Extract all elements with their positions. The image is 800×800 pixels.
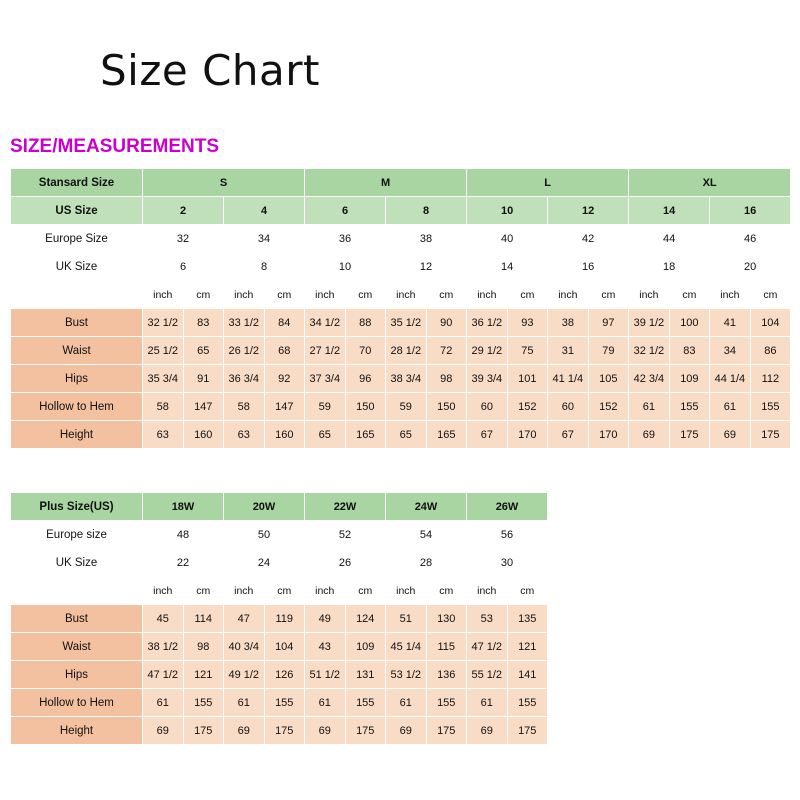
table-row <box>11 393 791 421</box>
row-label: Hollow to Hem <box>11 393 143 421</box>
table-cell: 61 <box>386 689 427 717</box>
empty-area <box>548 521 791 549</box>
table-cell: inch <box>710 281 751 309</box>
table-cell: 135 <box>507 605 548 633</box>
table-cell: XL <box>629 169 791 197</box>
table-cell: cm <box>264 281 305 309</box>
table-row <box>11 281 791 309</box>
table-cell: 47 <box>224 605 265 633</box>
table-cell: 61 <box>710 393 751 421</box>
table-cell: 175 <box>426 717 467 745</box>
table-cell: 97 <box>588 309 629 337</box>
table-cell: 155 <box>264 689 305 717</box>
table-cell: inch <box>467 577 508 605</box>
row-label: Bust <box>11 309 143 337</box>
row-label: Bust <box>11 605 143 633</box>
table-cell: 34 1/2 <box>305 309 346 337</box>
table-cell: 88 <box>345 309 386 337</box>
table-cell: 104 <box>264 633 305 661</box>
table-cell: 49 1/2 <box>224 661 265 689</box>
table-cell: cm <box>507 281 548 309</box>
table-cell: 42 3/4 <box>629 365 670 393</box>
table-row <box>11 253 791 281</box>
table-cell: cm <box>183 577 224 605</box>
table-cell: 4 <box>224 197 305 225</box>
table-cell: inch <box>305 281 346 309</box>
standard-size-table-body <box>11 169 791 449</box>
table-cell: 12 <box>386 253 467 281</box>
table-cell: 38 3/4 <box>386 365 427 393</box>
table-cell: 12 <box>548 197 629 225</box>
empty-area <box>548 549 791 577</box>
table-cell: 175 <box>750 421 791 449</box>
table-row <box>11 521 791 549</box>
row-label: Europe Size <box>11 225 143 253</box>
table-cell: 8 <box>224 253 305 281</box>
table-cell: cm <box>507 577 548 605</box>
table-cell: 6 <box>143 253 224 281</box>
table-cell: 28 1/2 <box>386 337 427 365</box>
table-cell: 58 <box>224 393 265 421</box>
table-cell: 175 <box>183 717 224 745</box>
table-cell: inch <box>224 281 265 309</box>
table-row <box>11 577 791 605</box>
table-cell: 69 <box>710 421 751 449</box>
table-cell: 109 <box>345 633 386 661</box>
table-row <box>11 337 791 365</box>
table-cell: 24 <box>224 549 305 577</box>
table-row <box>11 169 791 197</box>
table-cell: 41 <box>710 309 751 337</box>
table-cell: 160 <box>264 421 305 449</box>
table-cell: 24W <box>386 493 467 521</box>
table-cell: 10 <box>305 253 386 281</box>
row-label: Hips <box>11 661 143 689</box>
table-cell: 14 <box>629 197 710 225</box>
table-cell: 16 <box>548 253 629 281</box>
table-cell: 124 <box>345 605 386 633</box>
table-cell: 109 <box>669 365 710 393</box>
table-cell: 98 <box>183 633 224 661</box>
table-cell: 61 <box>629 393 670 421</box>
table-cell: cm <box>264 577 305 605</box>
table-cell: 150 <box>426 393 467 421</box>
table-cell: 44 1/4 <box>710 365 751 393</box>
table-cell: 72 <box>426 337 467 365</box>
table-cell: 69 <box>143 717 184 745</box>
table-cell: 155 <box>750 393 791 421</box>
table-cell: 59 <box>386 393 427 421</box>
table-cell: 26 <box>305 549 386 577</box>
table-cell: 155 <box>507 689 548 717</box>
table-cell: cm <box>426 281 467 309</box>
table-cell: 58 <box>143 393 184 421</box>
table-cell: 155 <box>426 689 467 717</box>
table-row <box>11 633 791 661</box>
table-cell: 96 <box>345 365 386 393</box>
table-cell: 50 <box>224 521 305 549</box>
table-cell: 79 <box>588 337 629 365</box>
table-cell: 69 <box>467 717 508 745</box>
table-cell: 46 <box>710 225 791 253</box>
table-cell: 150 <box>345 393 386 421</box>
table-cell: 53 1/2 <box>386 661 427 689</box>
row-label: Hollow to Hem <box>11 689 143 717</box>
table-cell: 29 1/2 <box>467 337 508 365</box>
table-cell: 34 <box>710 337 751 365</box>
table-cell: 83 <box>669 337 710 365</box>
row-label: Hips <box>11 365 143 393</box>
section-subtitle: SIZE/MEASUREMENTS <box>10 136 220 157</box>
table-cell: 18W <box>143 493 224 521</box>
table-cell: inch <box>386 577 427 605</box>
table-cell: 65 <box>386 421 427 449</box>
table-cell: inch <box>386 281 427 309</box>
table-cell: 54 <box>386 521 467 549</box>
table-cell: inch <box>143 281 184 309</box>
row-label: Europe size <box>11 521 143 549</box>
table-cell: 155 <box>345 689 386 717</box>
table-cell: 47 1/2 <box>467 633 508 661</box>
empty-area <box>548 689 791 717</box>
row-label: Stansard Size <box>11 169 143 197</box>
table-cell: inch <box>548 281 589 309</box>
table-cell: cm <box>345 577 386 605</box>
table-cell: 39 1/2 <box>629 309 670 337</box>
table-cell: 51 <box>386 605 427 633</box>
table-cell: 48 <box>143 521 224 549</box>
table-cell: 114 <box>183 605 224 633</box>
table-cell: 51 1/2 <box>305 661 346 689</box>
table-cell: 59 <box>305 393 346 421</box>
table-cell: 67 <box>467 421 508 449</box>
table-cell: 61 <box>143 689 184 717</box>
row-label: Plus Size(US) <box>11 493 143 521</box>
table-cell: 100 <box>669 309 710 337</box>
table-cell: 75 <box>507 337 548 365</box>
table-cell: 101 <box>507 365 548 393</box>
plus-size-table <box>10 492 791 745</box>
table-cell: 35 1/2 <box>386 309 427 337</box>
table-cell: 8 <box>386 197 467 225</box>
row-label: Waist <box>11 633 143 661</box>
table-cell: 130 <box>426 605 467 633</box>
table-cell: 61 <box>305 689 346 717</box>
table-cell: 131 <box>345 661 386 689</box>
empty-area <box>548 493 791 521</box>
empty-area <box>548 717 791 745</box>
table-row <box>11 493 791 521</box>
table-cell: 53 <box>467 605 508 633</box>
table-cell: 147 <box>183 393 224 421</box>
table-cell: 26W <box>467 493 548 521</box>
table-cell: 175 <box>345 717 386 745</box>
table-cell: 152 <box>588 393 629 421</box>
table-cell: 115 <box>426 633 467 661</box>
table-cell: 126 <box>264 661 305 689</box>
table-cell: 104 <box>750 309 791 337</box>
table-cell: 45 <box>143 605 184 633</box>
table-cell: 170 <box>588 421 629 449</box>
table-cell: 16 <box>710 197 791 225</box>
table-cell: 65 <box>305 421 346 449</box>
row-label <box>11 281 143 309</box>
table-cell: 34 <box>224 225 305 253</box>
table-cell: 121 <box>183 661 224 689</box>
table-cell: 69 <box>224 717 265 745</box>
row-label: Height <box>11 421 143 449</box>
table-cell: 39 3/4 <box>467 365 508 393</box>
table-cell: cm <box>426 577 467 605</box>
table-cell: 25 1/2 <box>143 337 184 365</box>
table-row <box>11 365 791 393</box>
table-cell: 45 1/4 <box>386 633 427 661</box>
table-cell: 147 <box>264 393 305 421</box>
table-cell: 175 <box>669 421 710 449</box>
table-cell: 175 <box>264 717 305 745</box>
table-cell: 18 <box>629 253 710 281</box>
row-label: UK Size <box>11 549 143 577</box>
table-cell: 136 <box>426 661 467 689</box>
table-cell: 61 <box>467 689 508 717</box>
table-cell: 52 <box>305 521 386 549</box>
table-row <box>11 717 791 745</box>
standard-size-table <box>10 168 791 449</box>
table-cell: 20 <box>710 253 791 281</box>
table-cell: 32 <box>143 225 224 253</box>
table-cell: 6 <box>305 197 386 225</box>
table-row <box>11 197 791 225</box>
table-cell: cm <box>588 281 629 309</box>
table-cell: 69 <box>386 717 427 745</box>
table-cell: 119 <box>264 605 305 633</box>
empty-area <box>548 605 791 633</box>
row-label: US Size <box>11 197 143 225</box>
table-cell: 86 <box>750 337 791 365</box>
table-cell: 10 <box>467 197 548 225</box>
table-cell: 165 <box>426 421 467 449</box>
table-cell: 37 3/4 <box>305 365 346 393</box>
table-cell: 84 <box>264 309 305 337</box>
table-cell: inch <box>305 577 346 605</box>
table-cell: 155 <box>183 689 224 717</box>
table-cell: 47 1/2 <box>143 661 184 689</box>
table-cell: 61 <box>224 689 265 717</box>
table-cell: inch <box>143 577 184 605</box>
page-title: Size Chart <box>100 46 320 95</box>
table-cell: 92 <box>264 365 305 393</box>
table-cell: 69 <box>305 717 346 745</box>
table-cell: 41 1/4 <box>548 365 589 393</box>
table-cell: 38 1/2 <box>143 633 184 661</box>
table-cell: 83 <box>183 309 224 337</box>
table-cell: 160 <box>183 421 224 449</box>
table-row <box>11 309 791 337</box>
table-cell: 22 <box>143 549 224 577</box>
table-cell: 91 <box>183 365 224 393</box>
table-cell: 69 <box>629 421 670 449</box>
table-cell: cm <box>183 281 224 309</box>
table-cell: 14 <box>467 253 548 281</box>
table-cell: L <box>467 169 629 197</box>
table-cell: S <box>143 169 305 197</box>
table-cell: 28 <box>386 549 467 577</box>
table-cell: 105 <box>588 365 629 393</box>
table-cell: 70 <box>345 337 386 365</box>
table-cell: 38 <box>548 309 589 337</box>
table-cell: 90 <box>426 309 467 337</box>
table-cell: 65 <box>183 337 224 365</box>
table-cell: 170 <box>507 421 548 449</box>
table-cell: 98 <box>426 365 467 393</box>
table-row <box>11 689 791 717</box>
empty-area <box>548 577 791 605</box>
row-label: Waist <box>11 337 143 365</box>
table-cell: 63 <box>143 421 184 449</box>
table-cell: 30 <box>467 549 548 577</box>
table-cell: 155 <box>669 393 710 421</box>
table-cell: inch <box>467 281 508 309</box>
table-cell: 43 <box>305 633 346 661</box>
table-cell: 56 <box>467 521 548 549</box>
table-cell: 36 3/4 <box>224 365 265 393</box>
table-cell: 36 <box>305 225 386 253</box>
table-cell: 175 <box>507 717 548 745</box>
table-cell: 49 <box>305 605 346 633</box>
empty-area <box>548 661 791 689</box>
table-cell: 32 1/2 <box>143 309 184 337</box>
table-cell: 44 <box>629 225 710 253</box>
table-cell: cm <box>669 281 710 309</box>
table-cell: 33 1/2 <box>224 309 265 337</box>
table-cell: 60 <box>467 393 508 421</box>
table-row <box>11 549 791 577</box>
table-cell: inch <box>224 577 265 605</box>
table-cell: 63 <box>224 421 265 449</box>
table-cell: 42 <box>548 225 629 253</box>
table-cell: 2 <box>143 197 224 225</box>
table-cell: 26 1/2 <box>224 337 265 365</box>
table-cell: 93 <box>507 309 548 337</box>
row-label: UK Size <box>11 253 143 281</box>
table-row <box>11 225 791 253</box>
table-cell: 35 3/4 <box>143 365 184 393</box>
table-row <box>11 605 791 633</box>
table-cell: 152 <box>507 393 548 421</box>
plus-size-table-body <box>11 493 791 745</box>
table-cell: 31 <box>548 337 589 365</box>
row-label <box>11 577 143 605</box>
table-cell: 20W <box>224 493 305 521</box>
table-cell: 38 <box>386 225 467 253</box>
table-row <box>11 421 791 449</box>
table-cell: 55 1/2 <box>467 661 508 689</box>
table-cell: 112 <box>750 365 791 393</box>
table-cell: 22W <box>305 493 386 521</box>
empty-area <box>548 633 791 661</box>
table-cell: 27 1/2 <box>305 337 346 365</box>
table-cell: inch <box>629 281 670 309</box>
table-row <box>11 661 791 689</box>
table-cell: 32 1/2 <box>629 337 670 365</box>
table-cell: 141 <box>507 661 548 689</box>
table-cell: 60 <box>548 393 589 421</box>
table-cell: 40 <box>467 225 548 253</box>
table-cell: 68 <box>264 337 305 365</box>
table-cell: 165 <box>345 421 386 449</box>
table-cell: 36 1/2 <box>467 309 508 337</box>
table-cell: 40 3/4 <box>224 633 265 661</box>
table-cell: cm <box>345 281 386 309</box>
table-cell: 67 <box>548 421 589 449</box>
table-cell: M <box>305 169 467 197</box>
table-cell: cm <box>750 281 791 309</box>
table-cell: 121 <box>507 633 548 661</box>
row-label: Height <box>11 717 143 745</box>
